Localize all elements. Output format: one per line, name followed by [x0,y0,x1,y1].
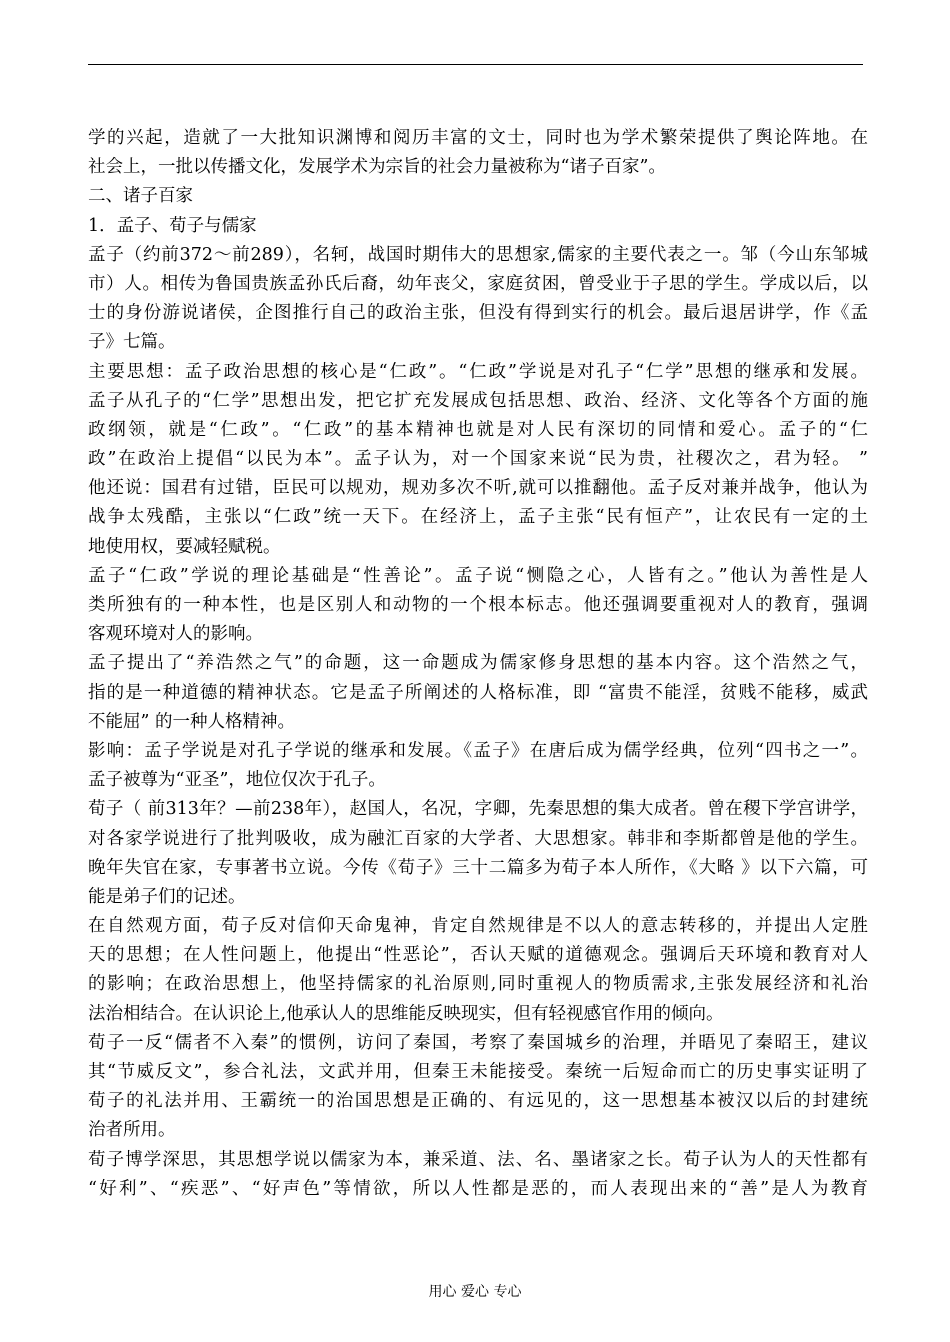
text-line: 客观环境对人的影响。 [88,624,263,645]
text-line: 地使用权，要减轻赋税。 [88,536,281,557]
text-line: 在自然观方面，荀子反对信仰天命鬼神，肯定自然规律是不以人的意志转移的，并提出人定胜 [88,916,868,937]
text-line: 的影响；在政治思想上，他坚持儒家的礼治原则,同时重视人的物质需求,主张发展经济和礼治 [88,974,868,995]
text-line: 学的兴起，造就了一大批知识渊博和阅历丰富的文士，同时也为学术繁荣提供了舆论阵地。在 [88,128,868,148]
text-line: 士的身份游说诸侯，企图推行自己的政治主张，但没有得到实行的机会。最后退居讲学，作《孟 [88,303,868,324]
text-line: 1．孟子、荀子与儒家 [88,215,257,236]
text-line: 晚年失官在家，专事著书立说。今传《荀子》三十二篇多为荀子本人所作，《大略 》以下六篇，可 [88,857,868,878]
text-line: 子》七篇。 [88,332,176,353]
page-footer: 用心 爱心 专心 [428,1284,522,1300]
text-line: 他还说：国君有过错，臣民可以规劝，规劝多次不听,就可以推翻他。孟子反对兼并战争，他认为 [88,478,868,499]
text-line: 二、诸子百家 [88,186,193,207]
text-line: 能是弟子们的记述。 [88,886,246,907]
text-line: 荀子一反“儒者不入秦”的惯例，访问了秦国，考察了秦国城乡的治理，并晤见了秦昭王，建议 [88,1032,868,1053]
header-rule [88,64,863,65]
text-line: “好利”、“疾恶”、“好声色”等情欲，所以人性都是恶的，而人表现出来的“善”是人为教育 [88,1178,868,1199]
text-line: 类所独有的一种本性，也是区别人和动物的一个根本标志。他还强调要重视对人的教育，强调 [88,595,868,615]
text-line: 其“节威反文”，参合礼法，文武并用，但秦王未能接受。秦统一后短命而亡的历史事实证明了 [88,1062,868,1082]
text-line: 政纲领，就是“仁政”。“仁政”的基本精神也就是对人民有深切的同情和爱心。孟子的“仁 [88,419,868,440]
text-line: 影响：孟子学说是对孔子学说的继承和发展。《孟子》在唐后成为儒学经典，位列“四书之一”。 [88,740,868,761]
document-body [88,124,868,1204]
text-line: 孟子“仁政”学说的理论基础是“性善论”。孟子说“恻隐之心，人皆有之。”他认为善性是人 [88,565,868,586]
text-line: 不能屈” 的一种人格精神。 [88,711,296,732]
text-line: 荀子（ 前313年？—前238年），赵国人，名况，字卿，先秦思想的集大成者。曾在稷下学宫讲学， [88,799,868,820]
text-line: 主要思想：孟子政治思想的核心是“仁政”。“仁政”学说是对孔子“仁学”思想的继承和发展。 [88,361,868,382]
text-line: 治者所用。 [88,1120,176,1141]
text-line: 指的是一种道德的精神状态。它是孟子所阐述的人格标准，即 “富贵不能淫，贫贱不能移，威武 [88,682,868,703]
text-line: 孟子（约前372～前289），名轲，战国时期伟大的思想家,儒家的主要代表之一。邹（今山东邹城 [88,244,868,265]
text-line: 荀子的礼法并用、王霸统一的治国思想是正确的、有远见的，这一思想基本被汉以后的封建统 [88,1091,868,1112]
text-line: 孟子从孔子的“仁学”思想出发，把它扩充发展成包括思想、政治、经济、文化等各个方面的施 [88,390,868,411]
text-line: 政”在政治上提倡“以民为本”。孟子认为，对一个国家来说“民为贵，社稷次之，君为轻。 ” [88,449,868,470]
text-line: 战争太残酷，主张以“仁政”统一天下。在经济上，孟子主张“民有恒产”，让农民有一定的土 [88,507,868,528]
text-line: 对各家学说进行了批判吸收，成为融汇百家的大学者、大思想家。韩非和李斯都曾是他的学生。 [88,828,868,849]
text-line: 市）人。相传为鲁国贵族孟孙氏后裔，幼年丧父，家庭贫困，曾受业于子思的学生。学成以后，以 [88,273,868,294]
text-line: 天的思想；在人性问题上，他提出“性恶论”，否认天赋的道德观念。强调后天环境和教育对人 [88,945,868,966]
text-line: 孟子提出了“养浩然之气”的命题，这一命题成为儒家修身思想的基本内容。这个浩然之气， [88,653,868,674]
text-line: 法治相结合。在认识论上,他承认人的思维能反映现实，但有轻视感官作用的倾向。 [88,1003,724,1024]
text-line: 孟子被尊为“亚圣”，地位仅次于孔子。 [88,770,386,791]
text-line: 社会上，一批以传播文化，发展学术为宗旨的社会力量被称为“诸子百家”。 [88,157,666,178]
text-line: 荀子博学深思，其思想学说以儒家为本，兼采道、法、名、墨诸家之长。荀子认为人的天性都有 [88,1149,868,1170]
